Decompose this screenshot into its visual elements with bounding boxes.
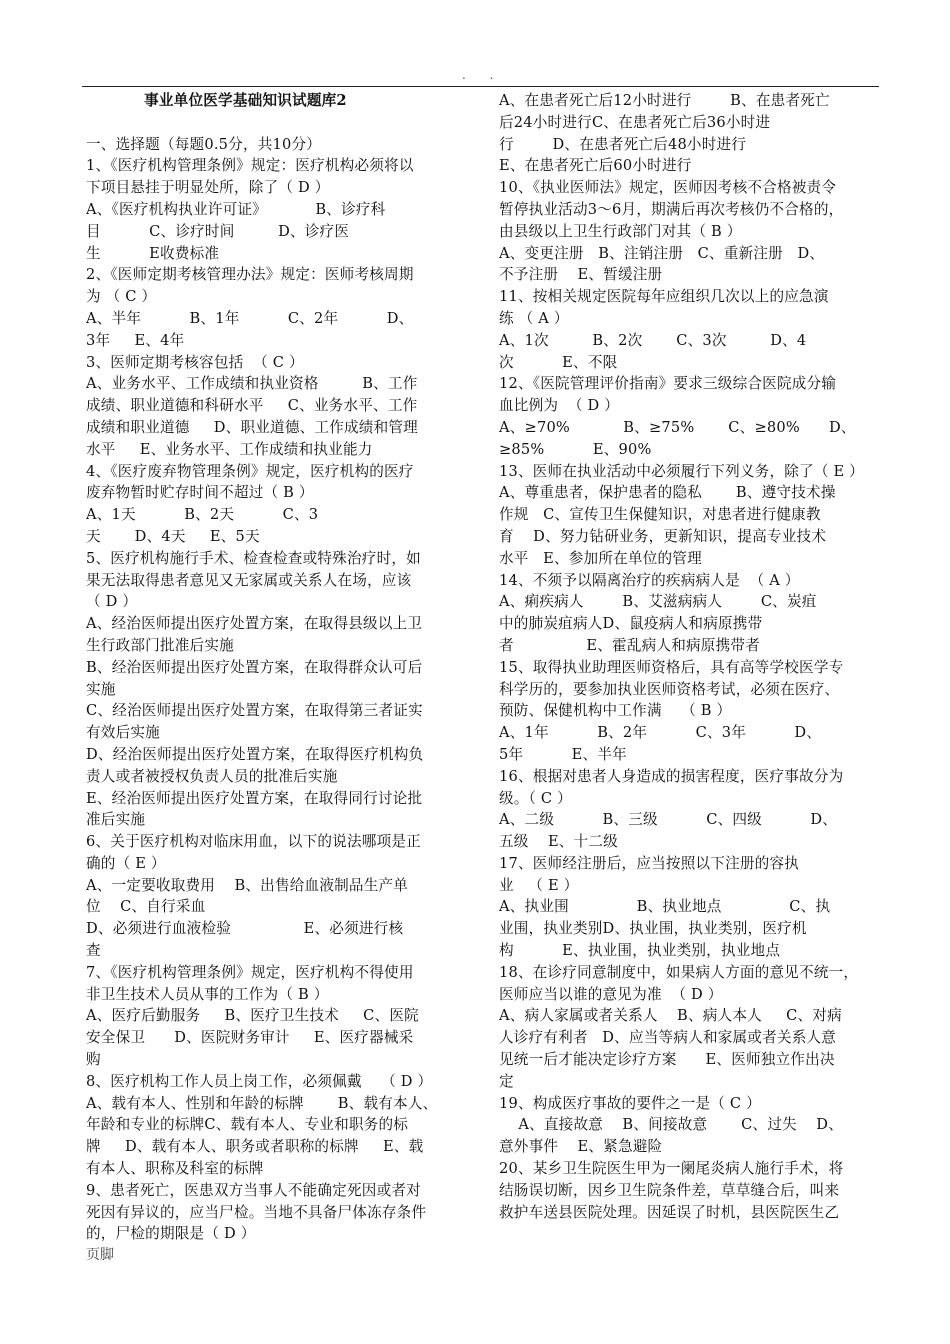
text-line: 次 E、不限 (499, 353, 618, 371)
text-line: 的，尸检的期限是（ D ） (86, 1225, 256, 1243)
text-line: 为 （ C ） (86, 288, 157, 306)
text-line: A、在患者死亡后12小时进行 B、在患者死亡 (499, 92, 830, 109)
text-line: 不予注册 E、暂缓注册 (499, 266, 663, 284)
text-line: A、半年 B、1年 C、2年 D、 (86, 309, 414, 327)
text-line: 确的（ E ） (86, 854, 166, 872)
text-line: 天 D、4天 E、5天 (86, 527, 260, 545)
text-line: 11、按相关规定医院每年应组织几次以上的应急演 (499, 288, 829, 306)
text-line: 后24小时进行C、在患者死亡后36小时进 (499, 113, 771, 131)
text-line: 实施 (86, 680, 116, 698)
text-line: 成绩、职业道德和科研水平 C、业务水平、工作 (86, 397, 418, 415)
text-line: 构 E、执业围，执业类别，执业地点 (499, 942, 781, 960)
text-line: A、二级 B、三级 C、四级 D、 (499, 811, 838, 829)
text-line: 行 D、在患者死亡后48小时进行 (499, 135, 747, 153)
header-dots: . . (462, 68, 504, 82)
text-line: 水平 E、参加所在单位的管理 (499, 549, 702, 567)
text-line: 有本人、职称及科室的标牌 (86, 1160, 264, 1178)
text-line: A、直接故意 B、间接故意 C、过失 D、 (499, 1116, 843, 1134)
text-line: A、1次 B、2次 C、3次 D、4 (499, 331, 807, 349)
text-line: 13、医师在执业活动中必须履行下列义务，除了（ E ） (499, 462, 864, 480)
text-line: 见统一后才能决定诊疗方案 E、医师独立作出决 (499, 1051, 835, 1069)
left-column (86, 90, 470, 1245)
text-line: 3年 E、4年 (86, 331, 185, 349)
text-line: ≥85% E、90% (499, 440, 652, 458)
text-line: 科学历的，要参加执业医师资格考试，必须在医疗、 (499, 680, 840, 698)
text-line: 作规 C、宣传卫生保健知识，对患者进行健康教 (499, 506, 821, 524)
text-line: A、经治医师提出医疗处置方案，在取得县级以上卫 (86, 615, 423, 633)
text-line: 6、关于医疗机构对临床用血，以下的说法哪项是正 (86, 833, 421, 851)
text-line: 5、医疗机构施行手术、检查检查或特殊治疗时，如 (86, 549, 421, 567)
text-line: 10、《执业医师法》规定，医师因考核不合格被责令 (499, 179, 837, 197)
text-line: 生行政部门批准后实施 (86, 636, 234, 654)
text-line: A、≥70% B、≥75% C、≥80% D、 (499, 418, 856, 436)
text-line: 责人或者被授权负责人员的批准后实施 (86, 767, 338, 785)
text-line: B、经治医师提出医疗处置方案，在取得群众认可后 (86, 658, 423, 676)
text-line: 准后实施 (86, 811, 146, 829)
text-line: A、尊重患者，保护患者的隐私 B、遵守技术操 (499, 484, 836, 502)
text-line: 由县级以上卫生行政部门对其（ B ） (499, 222, 742, 240)
text-line: 14、不须予以隔离治疗的疾病病人是 （ A ） (499, 571, 800, 589)
text-line: 五级 E、十二级 (499, 833, 618, 851)
text-line: 3、医师定期考核容包括 （ C ） (86, 353, 304, 371)
text-line: 8、医疗机构工作人员上岗工作，必须佩戴 （ D ） (86, 1072, 433, 1090)
text-line: 16、根据对患者人身造成的损害程度，医疗事故分为 (499, 767, 844, 785)
text-line: 练 （ A ） (499, 309, 569, 327)
text-line: 结肠误切断，因乡卫生院条件差，草草缝合后，叫来 (499, 1181, 840, 1199)
header-rule (82, 86, 879, 87)
text-line: 育 D、努力钻研业务，更新知识，提高专业技术 (499, 527, 827, 545)
text-line: 人诊疗有利者 D、应当等病人和家属或者关系人意 (499, 1029, 837, 1047)
text-line: 中的肺炭疽病人D、鼠疫病人和病原携带 (499, 615, 763, 633)
text-line: 生 E收费标准 (86, 244, 220, 262)
text-line: 非卫生技术人员从事的工作为（ B ） (86, 985, 329, 1003)
text-line (86, 112, 470, 134)
text-line: A、一定要收取费用 B、出售给血液制品生产单 (86, 876, 409, 894)
page-footer: 页脚 (86, 1247, 114, 1263)
text-line: 牌 D、载有本人、职务或者职称的标牌 E、载 (86, 1138, 424, 1156)
text-line: 1、《医疗机构管理条例》规定：医疗机构必须将以 (86, 157, 414, 175)
text-line: 医师应当以谁的意见为准 （ D ） (499, 985, 723, 1003)
text-line: 下项目悬挂于明显处所，除了（ D ） (86, 179, 330, 197)
text-line: 级。（ C ） (499, 789, 572, 807)
text-line: C、经治医师提出医疗处置方案，在取得第三者证实 (86, 702, 423, 720)
text-line: 9、患者死亡，医患双方当事人不能确定死因或者对 (86, 1181, 421, 1199)
text-line: 死因有异议的，应当尸检。当地不具备尸体冻存条件 (86, 1203, 427, 1221)
text-line: 15、取得执业助理医师资格后，具有高等学校医学专 (499, 658, 844, 676)
text-line: 血比例为 （ D ） (499, 397, 620, 415)
text-line: A、执业围 B、执业地点 C、执 (499, 898, 831, 916)
text-line: A、1年 B、2年 C、3年 D、 (499, 724, 822, 742)
text-line: 水平 E、业务水平、工作成绩和执业能力 (86, 440, 373, 458)
text-line: E、经治医师提出医疗处置方案，在取得同行讨论批 (86, 789, 423, 807)
text-line: 18、在诊疗同意制度中，如果病人方面的意见不统一， (499, 963, 859, 981)
text-line: 7、《医疗机构管理条例》规定，医疗机构不得使用 (86, 963, 414, 981)
text-line: D、必须进行血液检验 E、必须进行核 (86, 920, 404, 938)
text-line: 业围，执业类别D、执业围，执业类别，医疗机 (499, 920, 807, 938)
text-line: 12、《医院管理评价指南》要求三级综合医院成分输 (499, 375, 837, 393)
text-line: 2、《医师定期考核管理办法》规定：医师考核周期 (86, 266, 414, 284)
text-line: 购 (86, 1051, 101, 1069)
text-line: A、《医疗机构执业许可证》 B、诊疗科 (86, 200, 386, 218)
text-line: 有效后实施 (86, 724, 160, 742)
text-line: 19、构成医疗事故的要件之一是（ C ） (499, 1094, 761, 1112)
text-line: A、载有本人、性别和年龄的标牌 B、载有本人、 (86, 1094, 438, 1112)
text-line: 年龄和专业的标牌C、载有本人、专业和职务的标 (86, 1116, 409, 1134)
text-line: 业 （ E ） (499, 876, 579, 894)
text-line: A、医疗后勤服务 B、医疗卫生技术 C、医院 (86, 1007, 419, 1025)
text-line: 20、某乡卫生院医生甲为一阑尾炎病人施行手术，将 (499, 1160, 844, 1178)
text-line: 废弃物暂时贮存时间不超过（ B ） (86, 484, 314, 502)
text-line: A、痢疾病人 B、艾滋病病人 C、炭疽 (499, 593, 817, 611)
text-line: 预防、保健机构中工作满 （ B ） (499, 702, 732, 720)
text-line: 者 E、霍乱病人和病原携带者 (499, 636, 760, 654)
text-line: 17、医师经注册后，应当按照以下注册的容执 (499, 854, 800, 872)
right-column (499, 90, 883, 1223)
text-line: 成绩和职业道德 D、职业道德、工作成绩和管理 (86, 418, 418, 436)
text-line: 5年 E、半年 (499, 745, 627, 763)
text-line: 目 C、诊疗时间 D、诊疗医 (86, 222, 350, 240)
text-line: 4、《医疗废弃物管理条例》规定，医疗机构的医疗 (86, 462, 414, 480)
text-line: 果无法取得患者意见又无家属或关系人在场，应该 (86, 571, 412, 589)
text-line: A、变更注册 B、注销注册 C、重新注册 D、 (499, 244, 825, 262)
text-line: A、业务水平、工作成绩和执业资格 B、工作 (86, 375, 418, 393)
text-line: E、在患者死亡后60小时进行 (499, 157, 692, 175)
text-line: D、经治医师提出医疗处置方案，在取得医疗机构负 (86, 745, 424, 763)
text-line: 一、选择题（每题0.5分，共10分） (86, 135, 322, 153)
text-line: 救护车送县医院处理。因延误了时机，县医院医生乙 (499, 1203, 840, 1221)
text-line: 定 (499, 1072, 514, 1090)
text-line: 查 (86, 942, 101, 960)
text-line: 意外事件 E、紧急避险 (499, 1138, 663, 1156)
page-title: 事业单位医学基础知识试题库2 (86, 92, 347, 109)
text-line: A、1天 B、2天 C、3 (86, 506, 319, 524)
text-line: 位 C、自行采血 (86, 898, 206, 916)
text-line: 安全保卫 D、医院财务审计 E、医疗器械采 (86, 1029, 414, 1047)
text-line: A、病人家属或者关系人 B、病人本人 C、对病 (499, 1007, 842, 1025)
text-line: 暂停执业活动3～6月，期满后再次考核仍不合格的， (499, 200, 844, 218)
text-line: （ D ） (86, 593, 138, 611)
